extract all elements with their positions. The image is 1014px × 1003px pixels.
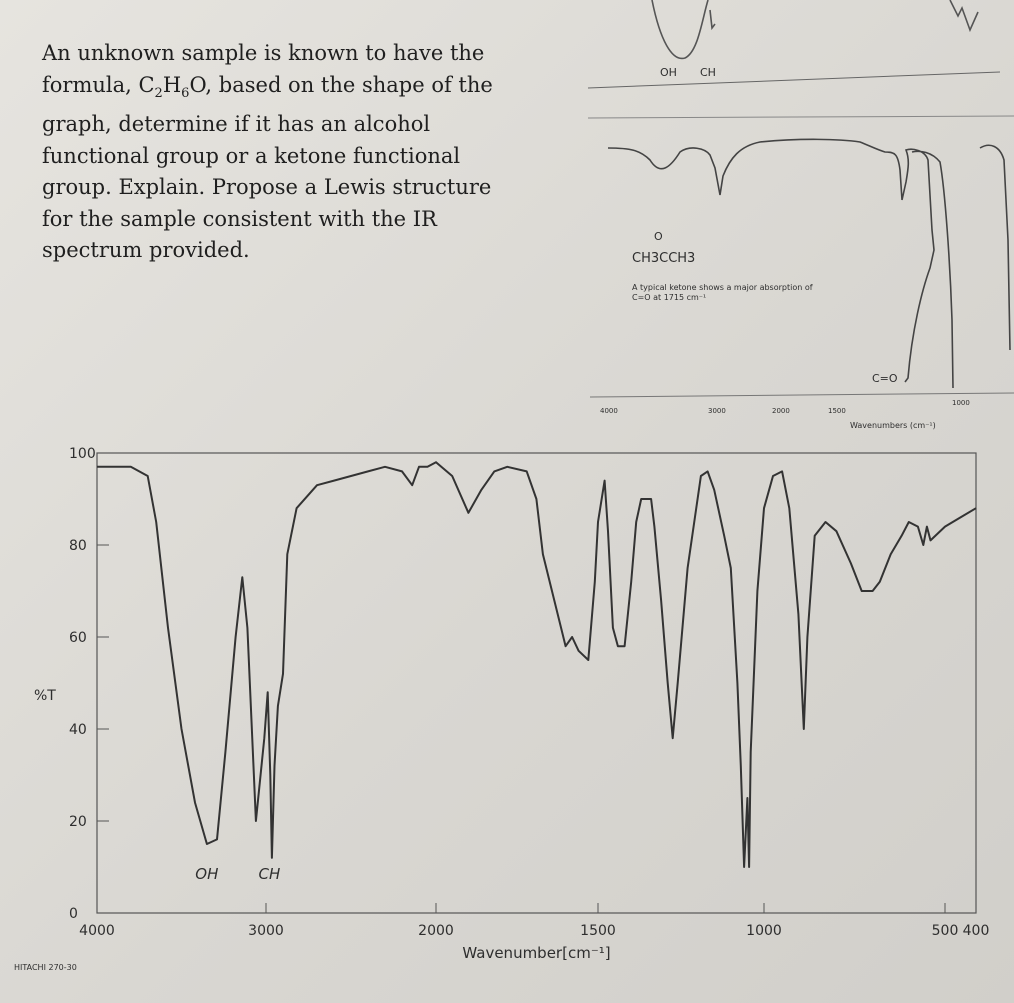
x-tick-label: 400 [962,923,990,939]
question-line: spectrum provided. [42,238,250,263]
question-line: An unknown sample is known to have the [42,41,485,65]
corner-note: HITACHI 270-30 [14,963,77,972]
question-line: O, based on the shape of the [189,72,493,97]
question-line: for the sample consistent with the IR [42,206,437,231]
question-line: formula, C [42,72,155,97]
reference-top-rule [588,116,1014,118]
x-tick-label: 2000 [418,923,454,939]
plot-frame [97,453,976,913]
y-tick-label: 100 [69,446,96,462]
reference-bottom-axis [590,393,1014,397]
reference-xtick: 4000 [600,407,618,415]
spectrum-line [97,462,976,867]
reference-ch-label: CH [700,66,716,79]
reference-top-curve [652,0,978,58]
question-line: functional group or a ketone functional [42,143,461,168]
reference-structure: CH3CCH3 [632,251,696,266]
y-tick-label: 20 [69,814,87,830]
question-text [42,38,562,267]
formula-subscript: 6 [181,85,190,101]
y-tick-label: 0 [69,906,78,922]
x-tick-label: 1500 [580,923,616,939]
chart-layer [14,446,989,972]
reference-xtick: 1000 [952,399,970,407]
y-tick-label: 40 [69,722,87,738]
peak-annotation: CH [258,865,281,883]
y-axis-label: %T [34,688,56,704]
x-tick-label: 4000 [79,923,115,939]
reference-xlabel: Wavenumbers (cm⁻¹) [850,421,936,430]
ir-spectrum-chart [0,440,1014,1003]
formula-part: H [162,72,182,97]
reference-xtick: 3000 [708,407,726,415]
question-line: graph, determine if it has an alcohol [42,112,431,137]
formula-subscript: 2 [154,85,163,101]
reference-carbonyl-o: O [654,230,663,243]
x-tick-label: 3000 [248,923,284,939]
y-tick-label: 80 [69,538,87,554]
question-line: group. Explain. Propose a Lewis structure [42,175,492,200]
reference-note-line1: A typical ketone shows a major absorption of [632,283,813,292]
reference-carbonyl-label: C=O [872,372,898,385]
reference-oh-label: OH [660,66,677,79]
reference-note-line2: C=O at 1715 cm⁻¹ [632,293,707,302]
reference-top-axis [588,72,1000,88]
reference-xtick: 2000 [772,407,790,415]
x-tick-label: 1000 [746,923,782,939]
y-tick-label: 60 [69,630,87,646]
x-tick-label: 500 [931,923,959,939]
peak-annotation: OH [195,865,219,883]
x-axis-label: Wavenumber[cm⁻¹] [462,944,611,962]
reference-xtick: 1500 [828,407,846,415]
reference-ketone-spectrum [560,0,1014,440]
